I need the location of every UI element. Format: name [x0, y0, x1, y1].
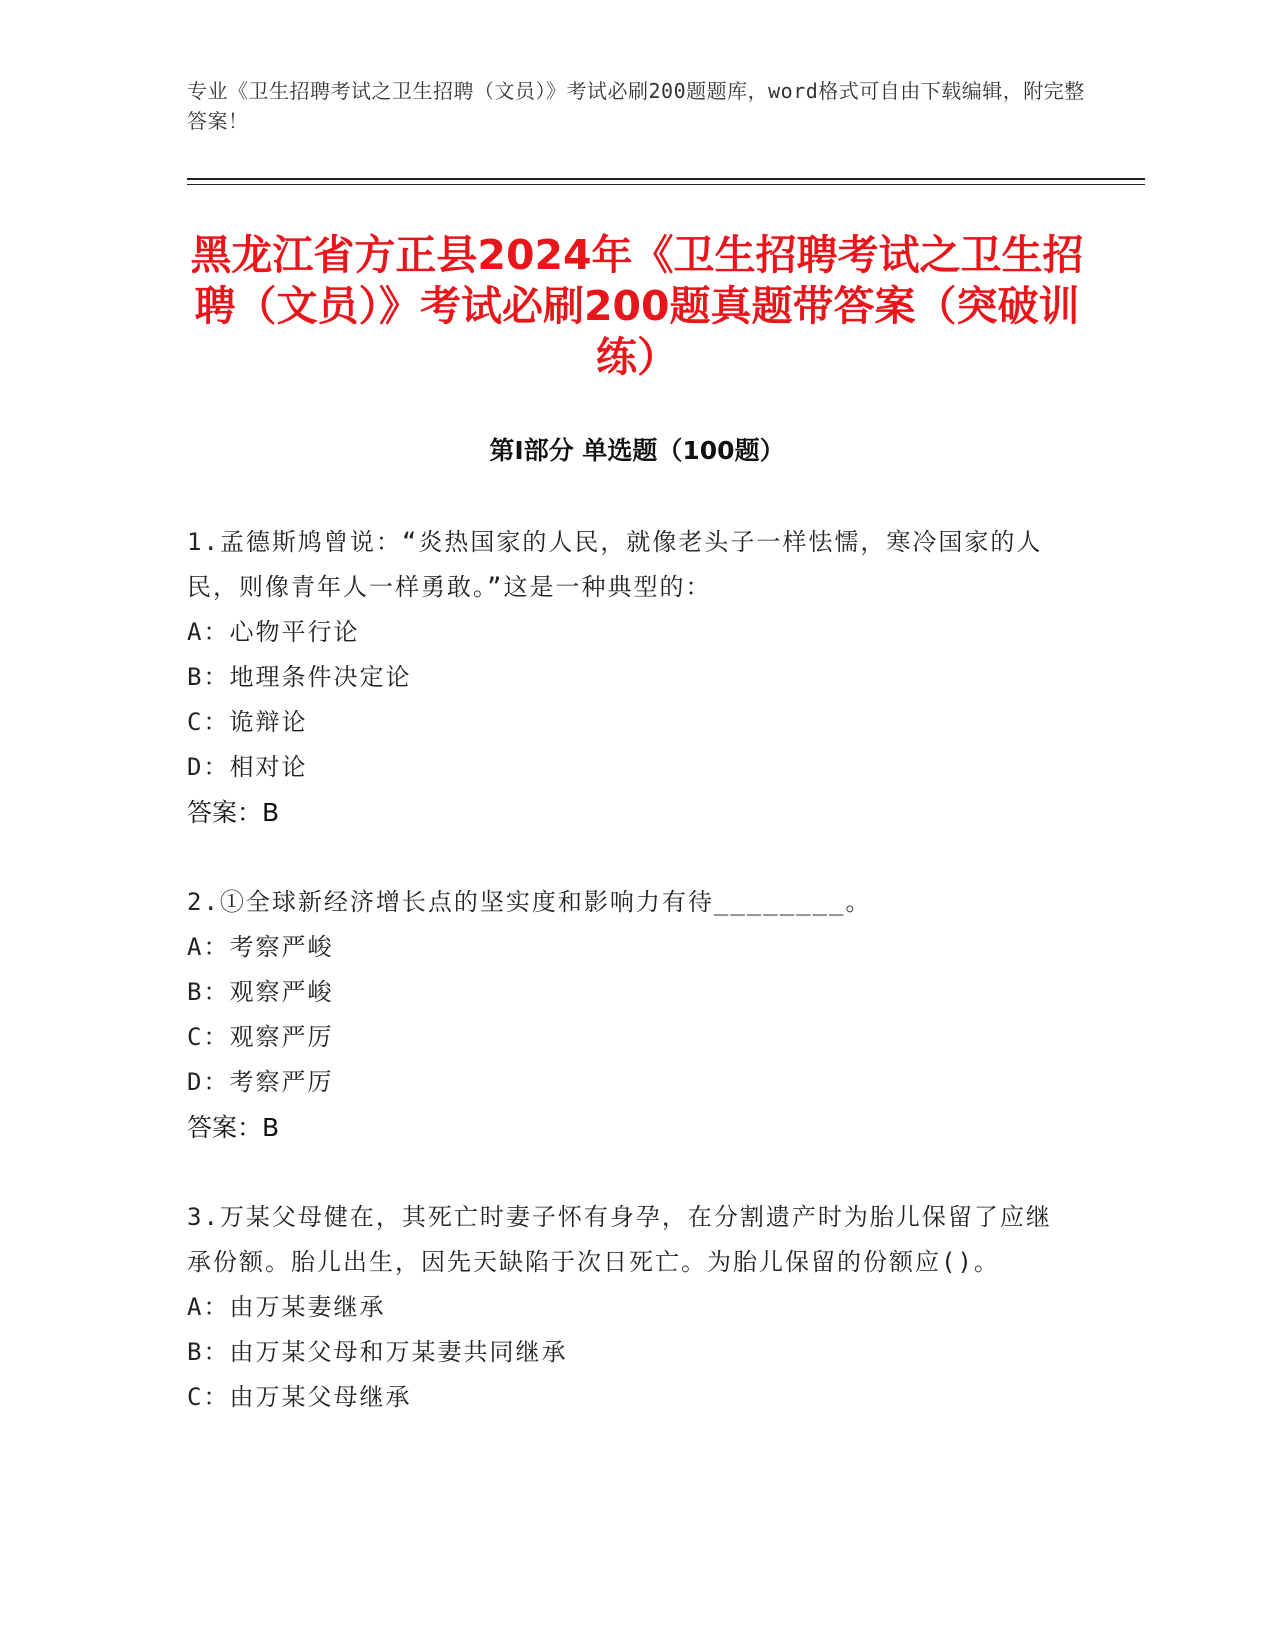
question-item: [187, 880, 1067, 1150]
option-b: B：地理条件决定论: [187, 663, 412, 691]
option-a: A：心物平行论: [187, 618, 360, 646]
document-header-note: 专业《卫生招聘考试之卫生招聘（文员）》考试必刷200题题库，word格式可自由下载编辑，附完整答案！: [187, 79, 1085, 133]
question-spacer: [187, 835, 1067, 880]
question-item: [187, 1195, 1067, 1420]
option-c: C：诡辩论: [187, 708, 308, 736]
option-d: D：考察严厉: [187, 1068, 334, 1096]
question-stem: 3.万某父母健在，其死亡时妻子怀有身孕，在分割遗产时为胎儿保留了应继承份额。胎儿出生，因先天缺陷于次日死亡。为胎儿保留的份额应()。: [187, 1203, 1052, 1276]
option-d: D：相对论: [187, 753, 308, 781]
header-divider: [187, 178, 1145, 180]
option-b: B：观察严峻: [187, 978, 334, 1006]
option-a: A：由万某妻继承: [187, 1293, 386, 1321]
option-a: A：考察严峻: [187, 933, 334, 961]
question-answer: 答案：B: [187, 1113, 280, 1142]
option-c: C：由万某父母继承: [187, 1383, 412, 1411]
document-title: 黑龙江省方正县2024年《卫生招聘考试之卫生招聘（文员）》考试必刷200题真题带答案（突破训练）: [190, 231, 1084, 381]
section-title: 第Ⅰ部分 单选题（100题）: [489, 436, 785, 465]
question-spacer: [187, 1150, 1067, 1195]
question-item: [187, 520, 1067, 835]
header-divider-thin: [187, 184, 1145, 185]
option-b: B：由万某父母和万某妻共同继承: [187, 1338, 568, 1366]
question-stem: 1.孟德斯鸠曾说：“炎热国家的人民，就像老头子一样怯懦，寒冷国家的人民，则像青年人一样勇敢。”这是一种典型的：: [187, 528, 1043, 601]
question-list: [187, 520, 1067, 1420]
question-answer: 答案：B: [187, 798, 280, 827]
question-stem: 2.①全球新经济增长点的坚实度和影响力有待________。: [187, 888, 872, 916]
option-c: C：观察严厉: [187, 1023, 334, 1051]
